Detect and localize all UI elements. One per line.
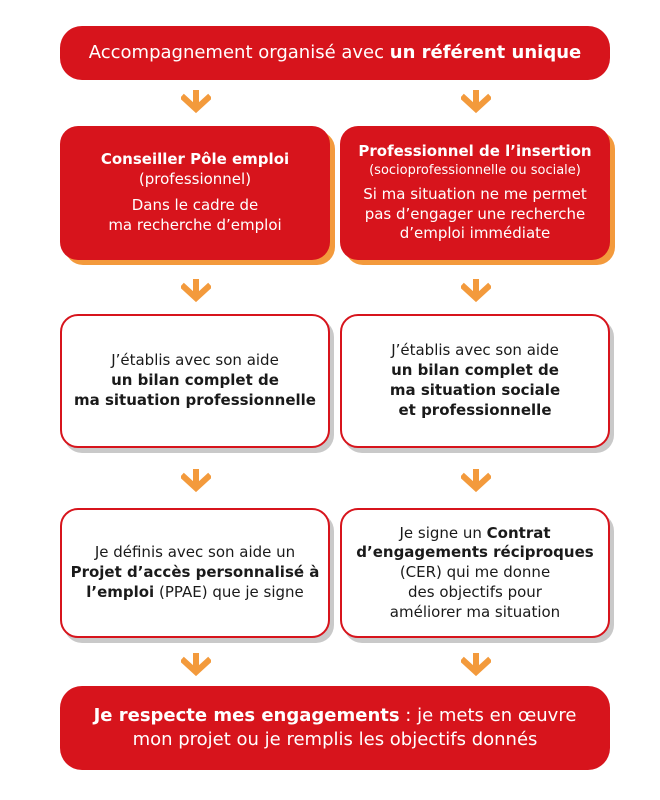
insertion-professional-box: Professionnel de l’insertion (socioprofessionnelle ou sociale) Si ma situation ne me permet pas d’engager une recherche d’emploi immédiate [340, 126, 610, 260]
insertion-subtitle: (socioprofessionnelle ou sociale) [369, 162, 581, 178]
advisor-subtitle: (professionnel) [138, 170, 252, 189]
arrow-down-icon [461, 87, 491, 117]
arrow-down-icon [181, 466, 211, 496]
insertion-title: Professionnel de l’insertion [358, 141, 592, 160]
professional-assessment-box: J’établis avec son aide un bilan complet de ma situation professionnelle [60, 314, 330, 448]
referent-header-box [60, 26, 610, 80]
social-assessment-box: J’établis avec son aide un bilan complet de ma situation sociale et professionnelle [340, 314, 610, 448]
ppae-project-box: Je définis avec son aide un Projet d’accès personnalisé à l’emploi (PPAE) que je signe [60, 508, 330, 638]
cer-contract-box: Je signe un Contrat d’engagements réciproques (CER) qui me donne des objectifs pour améliorer ma situation [340, 508, 610, 638]
commitments-footer-box: Je respecte mes engagements : je mets en œuvre mon projet ou je remplis les objectifs donnés [60, 686, 610, 770]
arrow-down-icon [181, 276, 211, 306]
arrow-down-icon [181, 650, 211, 680]
arrow-down-icon [461, 650, 491, 680]
arrow-down-icon [461, 276, 491, 306]
arrow-down-icon [461, 466, 491, 496]
pole-emploi-advisor-box: Conseiller Pôle emploi (professionnel) Dans le cadre de ma recherche d’emploi [60, 126, 330, 260]
arrow-down-icon [181, 87, 211, 117]
advisor-title: Conseiller Pôle emploi [100, 150, 290, 169]
referent-header-text: Accompagnement organisé avec un référent unique [88, 42, 582, 64]
